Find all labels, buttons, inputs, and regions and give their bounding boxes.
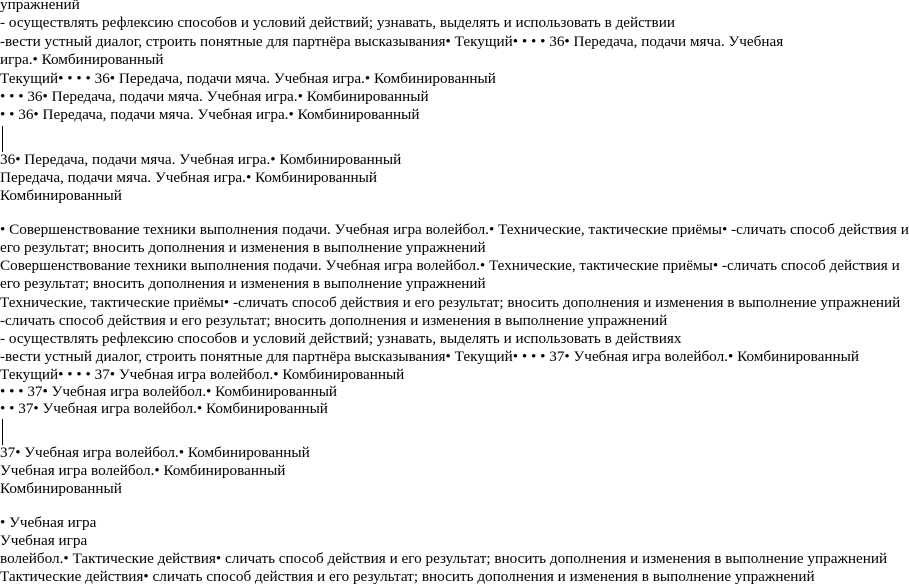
text-line: упражнений bbox=[0, 0, 80, 13]
text-line: -вести устный диалог, строить понятные для партнёра высказывания• Текущий• • • • 37• Учебная игра волейбол.• Комбинированный bbox=[0, 348, 859, 365]
text-line: • • 37• Учебная игра волейбол.• Комбинированный bbox=[0, 400, 328, 417]
text-line: Учебная игра волейбол.• Комбинированный bbox=[0, 462, 286, 479]
text-line: волейбол.• Тактические действия• сличать способ действия и его результат; вносить дополнения и изменения в выполнение упражнений bbox=[0, 550, 888, 567]
text-line: • Учебная игра bbox=[0, 514, 97, 531]
text-line: -вести устный диалог, строить понятные для партнёра высказывания• Текущий• • • • 36• Передача, подачи мяча. Учебная bbox=[0, 33, 784, 50]
text-cursor bbox=[2, 419, 3, 445]
text-cursor bbox=[2, 126, 3, 152]
text-line: Текущий• • • • 36• Передача, подачи мяча. Учебная игра.• Комбинированный bbox=[0, 70, 496, 87]
text-line: • • 36• Передача, подачи мяча. Учебная игра.• Комбинированный bbox=[0, 106, 420, 123]
text-line: Технические, тактические приёмы• -сличать способ действия и его результат; вносить дополнения и изменения в выполнение упражнений bbox=[0, 294, 901, 311]
text-line: Совершенствование техники выполнения подачи. Учебная игра волейбол.• Технические, тактические приёмы• -сличать способ действия и bbox=[0, 257, 900, 274]
text-line: • • • 36• Передача, подачи мяча. Учебная игра.• Комбинированный bbox=[0, 88, 429, 105]
text-line: Тактические действия• сличать способ действия и его результат; вносить дополнения и изменения в выполнение упражнений bbox=[0, 568, 815, 585]
text-line: Комбинированный bbox=[0, 187, 122, 204]
text-line: • Совершенствование техники выполнения подачи. Учебная игра волейбол.• Технические, тактические приёмы• -сличать способ действия и bbox=[0, 221, 909, 238]
text-line: -сличать способ действия и его результат; вносить дополнения и изменения в выполнение упражнений bbox=[0, 312, 668, 329]
text-line: - осуществлять рефлексию способов и условий действий; узнавать, выделять и использовать в действиях bbox=[0, 330, 682, 347]
text-line: Текущий• • • • 37• Учебная игра волейбол.• Комбинированный bbox=[0, 366, 405, 383]
text-line: 37• Учебная игра волейбол.• Комбинированный bbox=[0, 444, 310, 461]
text-line: его результат; вносить дополнения и изменения в выполнение упражнений bbox=[0, 275, 486, 292]
text-line: игра.• Комбинированный bbox=[0, 51, 164, 68]
text-line: - осуществлять рефлексию способов и условий действий; узнавать, выделять и использовать в действии bbox=[0, 14, 675, 31]
text-line: 36• Передача, подачи мяча. Учебная игра.• Комбинированный bbox=[0, 151, 402, 168]
text-line: Учебная игра bbox=[0, 532, 88, 549]
text-line: Передача, подачи мяча. Учебная игра.• Комбинированный bbox=[0, 169, 377, 186]
text-line: • • • 37• Учебная игра волейбол.• Комбинированный bbox=[0, 383, 338, 400]
text-line: Комбинированный bbox=[0, 480, 122, 497]
text-line: его результат; вносить дополнения и изменения в выполнение упражнений bbox=[0, 239, 486, 256]
